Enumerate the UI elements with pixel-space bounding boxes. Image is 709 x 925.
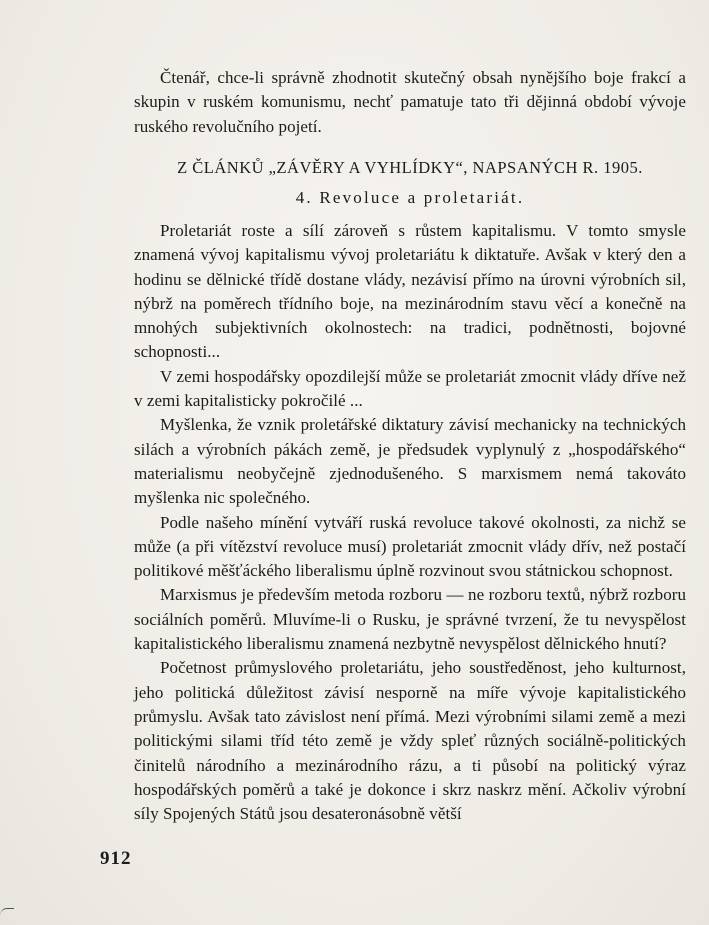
body-paragraph: V zemi hospodářsky opozdilejší může se proletariát zmocnit vlády dříve než v zemi kapitalisticky pokročilé ... [134, 366, 686, 411]
body-text [134, 219, 686, 826]
body-paragraph: Marxismus je především metoda rozboru — ne rozboru textů, nýbrž rozboru sociálních poměrů. Mluvíme-li o Rusku, je správné tvrzení, že tu nevyspělost kapitalistického liberalismu znamená nezbytně nevyspělost dělnického hnutí? [134, 585, 686, 654]
intro-paragraph: Čtenář, chce-li správně zhodnotit skutečný obsah nynějšího boje frakcí a skupin v ruském komunismu, nechť pamatuje tato tři dějinná období vývoje ruského revolučního pojetí. [134, 68, 686, 136]
article-heading: Z ČLÁNKŮ „ZÁVĚRY A VYHLÍDKY“, NAPSANÝCH R. 1905. [177, 158, 643, 177]
body-paragraph: Početnost průmyslového proletariátu, jeho soustředěnost, jeho kulturnost, jeho politická důležitost závisí nesporně na míře vývoje kapitalistického průmyslu. Avšak tato závislost není přímá. Mezi výrobními silami země a mezi politickými silami tříd této země je vždy spleť různých sociálně-politických činitelů národního a mezinárodního rázu, a ti působí na politický výraz hospodářských poměrů a také je dokonce i skrz naskrz mění. Ačkoliv výrobní síly Spojených Států jsou desateronásobně větší [134, 658, 686, 824]
scan-edge-mark [0, 908, 14, 923]
section-subheading: 4. Revoluce a proletariát. [295, 188, 525, 207]
page-number: 912 [100, 848, 132, 869]
body-paragraph: Myšlenka, že vznik proletářské diktatury závisí mechanicky na technických silách a výrobních pákách země, je předsudek vyplynulý z „hospodářského“ materialismu neobyčejně zjednodušeného. S marxismem nemá takováto myšlenka nic společného. [134, 415, 686, 508]
body-paragraph: Proletariát roste a sílí zároveň s růstem kapitalismu. V tomto smysle znamená vývoj kapitalismu vývoj proletariátu k diktatuře. Avšak v který den a hodinu se dělnické třídě dostane vlády, nezávisí přímo na úrovni výrobních sil, nýbrž na poměrech třídního boje, na mezinárodním stavu věcí a konečně na mnohých subjektivních okolnostech: na tradici, podnětnosti, bojovné schopnosti... [134, 221, 686, 362]
intro-section [134, 66, 686, 139]
body-paragraph: Podle našeho mínění vytváří ruská revoluce takové okolnosti, za nichž se může (a při vítězství revoluce musí) proletariát zmocnit vlády dřív, než postačí politikové měšťáckého liberalismu úplně rozvinout svou státnickou schopnost. [134, 512, 686, 581]
